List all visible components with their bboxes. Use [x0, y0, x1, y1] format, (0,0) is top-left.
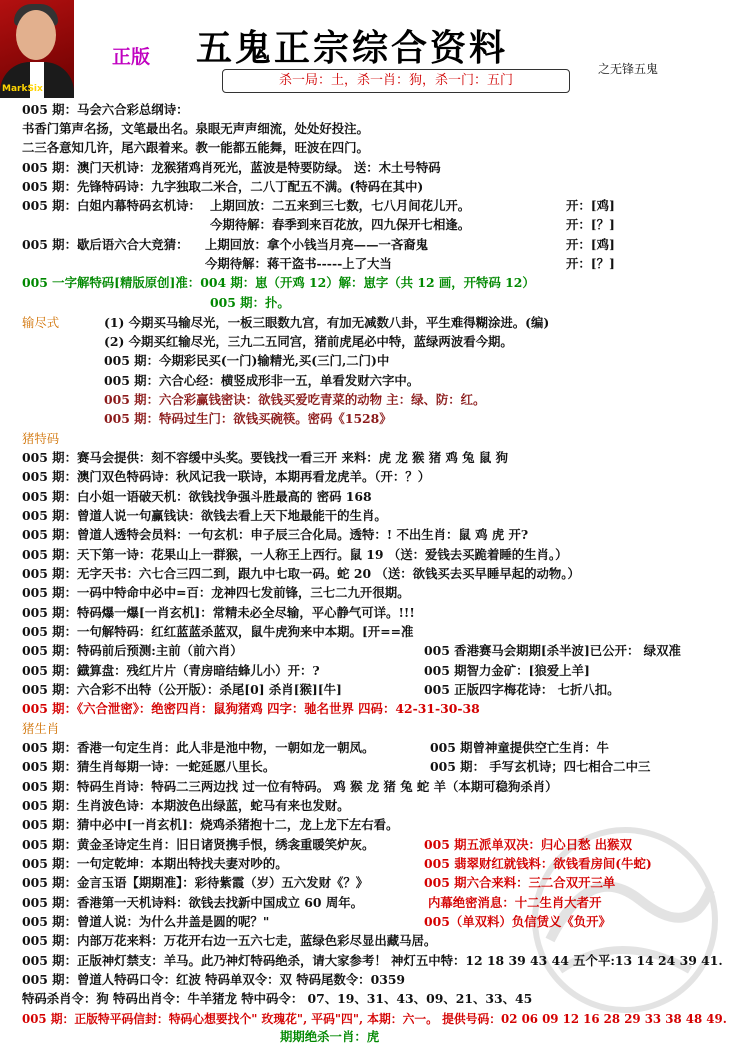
line-white-sister-review: 上期回放：二五来到三七数，七八月间花儿开。: [210, 198, 471, 213]
line-macau-double-color: 005 期：澳门双色特码诗：秋风记我一联诗，本期再看龙虎羊。（开：？）: [22, 469, 431, 484]
line-hk-one-sentence: 005 期：香港一句定生肖：此人非是池中物，一朝如龙一朝凤。: [22, 740, 375, 755]
line-white-sister-today-result: 开：[？]: [566, 217, 615, 232]
line-one-word-answer: 005 期：扑。: [210, 295, 290, 310]
line-parity-source: 005（单双料）负信赁义《负开》: [424, 914, 611, 929]
line-first-poem: 005 期：天下第一诗：花果山上一群猴，一人称王上西行。鼠 19 （送：爱钱去买跪着睡的生肖。）: [22, 547, 568, 562]
line-kill-half-wave: 005 香港赛马会期期[杀半波]已公开： 绿双准: [424, 643, 681, 658]
line-flower-source: 005 期：内部万花来料：万花开右边一五六七走，蓝绿色彩尽显出藏马居。: [22, 933, 437, 948]
section-pig-special: 猪特码: [22, 431, 60, 446]
line-proverb-today-result: 开：[？]: [566, 256, 615, 271]
line-five-parity: 005 期五派单双决：归心日愁 出猴双: [424, 837, 632, 852]
line-front-back: 005 期：特码前后预测:主前（前六肖）: [22, 643, 243, 658]
line-empty-zodiac: 005 期曾神童提供空亡生肖：牛: [430, 740, 609, 755]
marksix-logo: MarkSix: [2, 84, 43, 94]
edition-label: 正版: [112, 46, 151, 68]
line-guess-hit: 005 期：猜中必中[一肖玄机]：烧鸡杀猪抱十二，龙上龙下左右看。: [22, 817, 399, 832]
line-one-word-heading: 005 一字解特码[精版原创]准：004 期：崽（开鸡 12）解：崽字（共 12 画，开特码 12）: [22, 275, 535, 290]
line-secret-leak: 005 期：《六合泄密》：绝密四肖：鼠狗猪鸡 四字：驰名世界 四码：42-31-30-38: [22, 701, 480, 716]
line-golden-poem: 005 期：黄金圣诗定生肖：旧日诸贤携手恨，绣衾重暖笑炉灰。: [22, 837, 375, 852]
line-white-sister-today: 今期待解：春季到来百花放，四九保开七相逢。: [210, 217, 471, 232]
line-lose-all-2: (2) 今期买红输尽光，三九二五同宫，猪前虎尾必中特，蓝绿两波看今期。: [104, 334, 513, 349]
line-proverb-heading: 005 期：歇后语六合大竞猜：: [22, 237, 189, 252]
line-proverb-result: 开：[鸡]: [566, 237, 615, 252]
line-hk-oracle: 005 期：香港第一天机诗料：欲钱去找新中国成立 60 周年。: [22, 895, 364, 910]
line-always-kill: 期期绝杀一肖：虎: [280, 1029, 380, 1044]
line-white-sister-result: 开：[鸡]: [566, 198, 615, 213]
line-golden-words: 005 期：金言玉语【期期准】：彩待紫霞（岁）五六发财《？》: [22, 875, 369, 890]
line-handwritten-poem: 005 期： 手写玄机诗；四七相合二中三: [430, 759, 651, 774]
kill-summary-box: 杀一局：土，杀一肖：狗，杀一门：五门: [222, 69, 570, 93]
line-general-poem-1: 书香门第声名扬，文笔最出名。泉眼无声声细流，处处好投注。: [22, 121, 369, 136]
line-insider-news: 内幕绝密消息：十二生肖大者开: [428, 895, 602, 910]
author-name: 之无锋五鬼: [598, 62, 659, 76]
line-proverb-today: 今期待解：蒋干盗书-----上了大当: [205, 256, 392, 271]
line-white-sister-oneliner: 005 期：白小姐一语破天机：欲钱找争强斗胜最高的 密码 168: [22, 489, 372, 504]
line-general-poem-2: 二三各意知几许，尾六跟着来。教一能都五能舞，旺波在四门。: [22, 140, 369, 155]
line-one-code: 005 期：一码中特命中必中=百：龙神四七发前锋，三七二九开很期。: [22, 585, 410, 600]
line-jade-tip: 005 翡翠财红就钱料：欲钱看房间(牛蛇): [424, 856, 652, 871]
author-photo: [0, 0, 74, 98]
line-one-sentence-fate: 005 期：一句定乾坤：本期出特找夫妻对吵的。: [22, 856, 288, 871]
line-zeng-manhole: 005 期：曾道人说：为什么井盖是圆的呢？": [22, 914, 270, 929]
line-zeng-member: 005 期：曾道人透特会员料：一句玄机：申子辰三合化局。透特：! 不出生肖：鼠 鸡 虎 开?: [22, 527, 529, 542]
line-gold-mine: 005 期智力金矿：[狼爱上羊]: [424, 663, 590, 678]
line-win-secret: 005 期：六合彩赢钱密诀：欲钱买爱吃青菜的动物 主：绿、防：红。: [104, 392, 486, 407]
line-wordless-book: 005 期：无字天书：六七合三四二到，跟九中七取一码。蛇 20 （送：欲钱买去买早睡早起的动物。）: [22, 566, 580, 581]
line-guess-zodiac: 005 期：猜生肖每期一诗：一蛇延愿八里长。: [22, 759, 276, 774]
page-title: 五鬼正宗综合资料: [196, 27, 509, 69]
line-pioneer-poem: 005 期：先锋特码诗：九字独取二米合，二八丁配五不满。(特码在其中): [22, 179, 424, 194]
section-pig-zodiac: 猪生肖: [22, 721, 60, 736]
line-zeng-password: 005 期：曾道人特码口令：红波 特码单双令：双 特码尾数令：0359: [22, 972, 406, 987]
line-life-gate: 005 期：特码过生门：欲钱买碗筷。密码《1528》: [104, 411, 392, 426]
line-special-blast: 005 期：特码爆一爆[一肖玄机]：常精未必全尽输，平心静气可详。!!!: [22, 605, 415, 620]
line-heart-sutra: 005 期：六合心经：横竖成形非一五，单看发财六字中。: [104, 373, 420, 388]
line-zodiac-poem: 005 期：特码生肖诗：特码二三两边找 过一位有特码。 鸡 猴 龙 猪 兔 蛇 羊（本期可稳狗杀肖）: [22, 779, 558, 794]
line-gate-loss: 005 期：今期彩民买(一门)输精光,买(三门,二门)中: [104, 353, 390, 368]
line-magic-lamp: 005 期：正版神灯禁支：羊马。此乃神灯特码绝杀，请大家参考！ 神灯五中特：12 18 39 43 44 五个平:13 14 24 39 41.: [22, 953, 723, 968]
line-white-sister-heading: 005 期：白姐内幕特码玄机诗：: [22, 198, 201, 213]
line-wave-color: 005 期：生肖波色诗：本期波色出绿蓝，蛇马有来也发财。: [22, 798, 350, 813]
line-proverb-review: 上期回放：拿个小钱当月亮——一吝裔鬼: [205, 237, 429, 252]
line-lhc-source: 005 期六合来料：三二合双开三单: [424, 875, 616, 890]
line-zeng-win-tip: 005 期：曾道人说一句赢钱诀：欲钱去看上天下地最能干的生肖。: [22, 508, 387, 523]
line-kill-order: 特码杀肖令：狗 特码出肖令：牛羊猪龙 特中码令： 07、19、31、43、09、21、33、45: [22, 991, 533, 1006]
line-flat-code-letter: 005 期：正版特平码信封：特码心想要找个" 玫瑰花", 平码"四", 本期：六一。 提供号码：02 06 09 12 16 28 29 33 38 48 49.: [22, 1012, 727, 1026]
section-lose-all: 输尽式: [22, 315, 60, 330]
line-general-poem-heading: 005 期：马会六合彩总纲诗：: [22, 102, 189, 117]
line-jockey-club: 005 期：赛马会提供：刻不容缓中头奖。要钱找一看三开 来料：虎 龙 猴 猪 鸡 兔 鼠 狗: [22, 450, 508, 465]
line-one-sentence: 005 期：一句解特码：红红蓝蓝杀蓝双，鼠牛虎狗来中本期。[开==准: [22, 624, 414, 639]
line-iron-abacus: 005 期：鐡算盘：残红片片（青房暗结蜂儿小）开：?: [22, 663, 320, 678]
photo-face: [16, 10, 56, 60]
line-lose-all-1: (1) 今期买马输尽光，一板三眼数九宫，有加无减数八卦，平生难得糊涂进。(编): [104, 315, 550, 330]
line-plum-poem: 005 正版四字梅花诗： 七折八扣。: [424, 682, 620, 697]
line-no-special: 005 期：六合彩不出特（公开版）：杀尾[0] 杀肖[猴][牛]: [22, 682, 342, 697]
line-macau-poem: 005 期：澳门天机诗：龙猴猪鸡肖死光，蓝波是特要防绿。 送：木土号特码: [22, 160, 441, 175]
